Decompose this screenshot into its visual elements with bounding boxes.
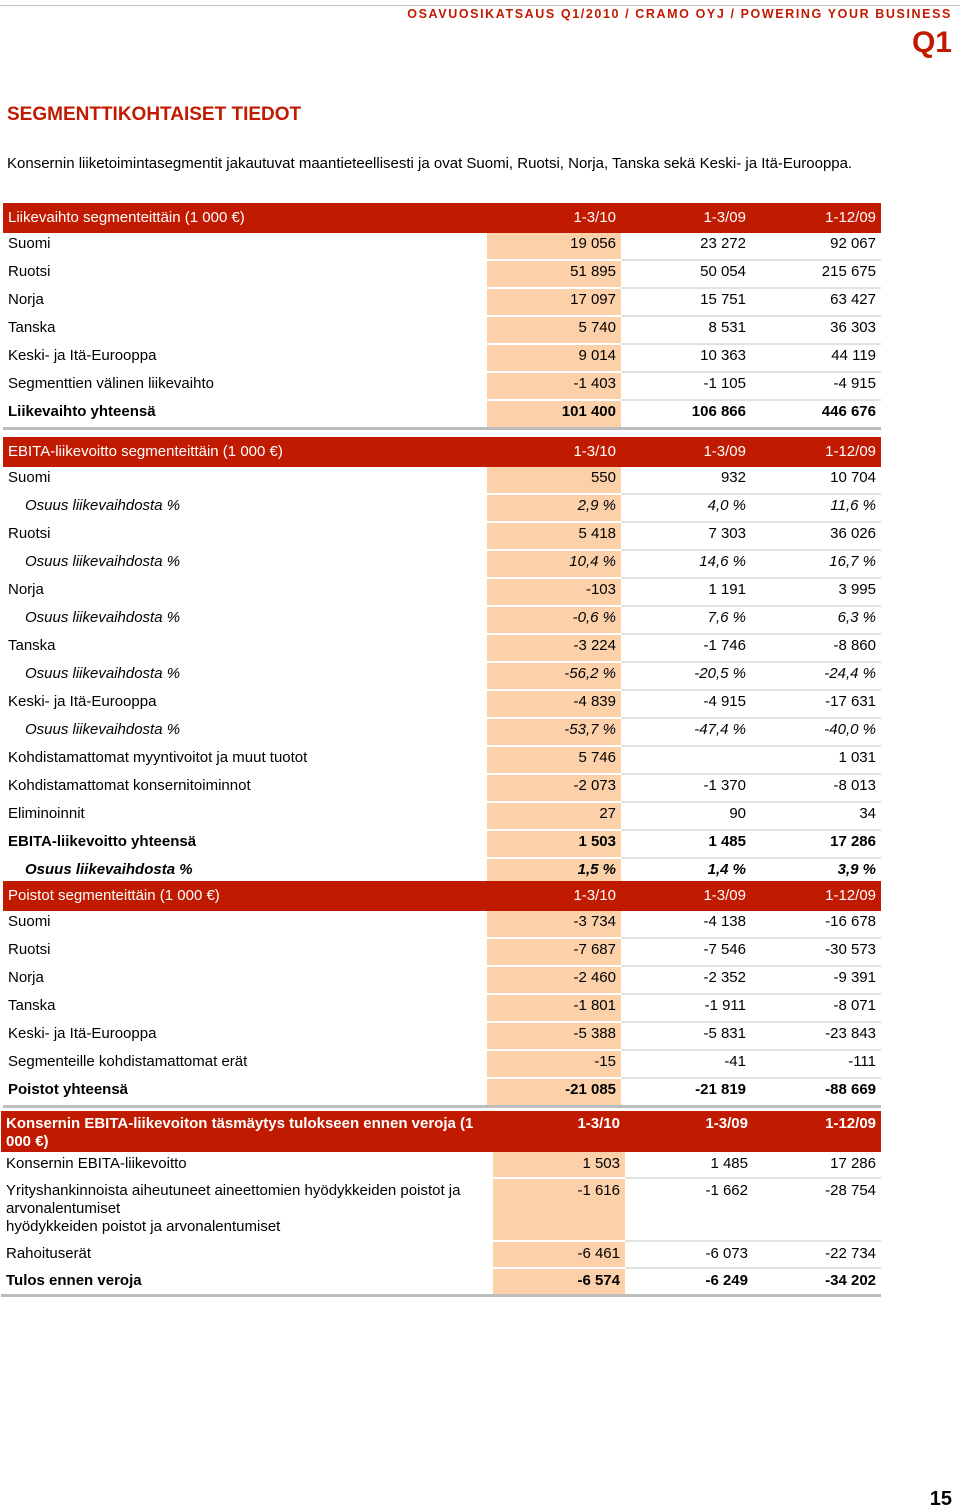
- cell-value: 27: [487, 802, 621, 830]
- cell-value: -1 801: [487, 994, 621, 1022]
- column-header: 1-3/09: [621, 437, 751, 467]
- cell-value: 7 303: [621, 522, 751, 550]
- cell-value: -2 352: [621, 966, 751, 994]
- reconciliation-table: [1, 1111, 881, 1297]
- row-label: Tanska: [3, 634, 487, 662]
- row-label: Rahoituserät: [1, 1241, 493, 1268]
- table-title: Poistot segmenteittäin (1 000 €): [3, 881, 487, 911]
- cell-value: -6 249: [625, 1268, 753, 1296]
- running-header: OSAVUOSIKATSAUS Q1/2010 / CRAMO OYJ / POWERING YOUR BUSINESS: [407, 7, 952, 21]
- cell-value: 36 303: [751, 316, 881, 344]
- table-row: [3, 467, 881, 494]
- table-row: [3, 746, 881, 774]
- row-label-continuation: hyödykkeiden poistot ja arvonalentumiset: [6, 1218, 281, 1235]
- row-label-multiline: [1, 1178, 493, 1241]
- table-row: [3, 994, 881, 1022]
- quarter-label: Q1: [911, 26, 952, 59]
- cell-value: 1 485: [621, 830, 751, 858]
- cell-value: -53,7 %: [487, 718, 621, 746]
- cell-value: 8 531: [621, 316, 751, 344]
- intro-paragraph: Konsernin liiketoimintasegmentit jakautuvat maantieteellisesti ja ovat Suomi, Ruotsi, Norja, Tanska sekä Keski- ja Itä-Eurooppa.: [7, 155, 853, 172]
- cell-value: 17 286: [751, 830, 881, 858]
- row-label: Keski- ja Itä-Eurooppa: [3, 690, 487, 718]
- table-row: [3, 316, 881, 344]
- cell-value: 1,4 %: [621, 858, 751, 887]
- column-header: 1-3/09: [625, 1111, 753, 1152]
- row-label: Suomi: [3, 911, 487, 938]
- cell-value: 1 485: [625, 1152, 753, 1178]
- cell-value: 101 400: [487, 400, 621, 429]
- cell-value: -111: [751, 1050, 881, 1078]
- table-row: [3, 718, 881, 746]
- cell-value: -5 831: [621, 1022, 751, 1050]
- section-title: SEGMENTTIKOHTAISET TIEDOT: [7, 104, 302, 125]
- table-header-row: [1, 1111, 881, 1152]
- row-label: Tanska: [3, 994, 487, 1022]
- column-header: 1-3/10: [487, 203, 621, 233]
- row-label: Tulos ennen veroja: [1, 1268, 493, 1296]
- cell-value: -103: [487, 578, 621, 606]
- cell-value: -1 616: [493, 1178, 625, 1241]
- row-label: Ruotsi: [3, 260, 487, 288]
- row-label: Norja: [3, 578, 487, 606]
- cell-value: 50 054: [621, 260, 751, 288]
- table-row: [3, 344, 881, 372]
- cell-value: -34 202: [753, 1268, 881, 1296]
- cell-value: -17 631: [751, 690, 881, 718]
- cell-value: 6,3 %: [751, 606, 881, 634]
- table-row: [3, 522, 881, 550]
- cell-value: -16 678: [751, 911, 881, 938]
- cell-value: -4 915: [751, 372, 881, 400]
- table-title: Konsernin EBITA-liikevoiton täsmäytys tulokseen ennen veroja (1 000 €): [1, 1111, 493, 1152]
- cell-value: 446 676: [751, 400, 881, 429]
- cell-value: 11,6 %: [751, 494, 881, 522]
- page-number: 15: [929, 1488, 952, 1510]
- cell-value: 10,4 %: [487, 550, 621, 578]
- table-header-row: [3, 203, 881, 233]
- table-row: [3, 911, 881, 938]
- table-row: [3, 634, 881, 662]
- cell-value: 3 995: [751, 578, 881, 606]
- cell-value: -6 574: [493, 1268, 625, 1296]
- cell-value: -4 915: [621, 690, 751, 718]
- cell-value: -3 224: [487, 634, 621, 662]
- column-header: 1-3/10: [487, 437, 621, 467]
- row-label: Osuus liikevaihdosta %: [3, 718, 487, 746]
- cell-value: 17 286: [753, 1152, 881, 1178]
- total-row: [3, 1078, 881, 1107]
- row-label: Liikevaihto yhteensä: [3, 400, 487, 429]
- depreciation-table: [3, 881, 881, 1108]
- table-row: [3, 233, 881, 260]
- cell-value: 7,6 %: [621, 606, 751, 634]
- column-header: 1-12/09: [753, 1111, 881, 1152]
- cell-value: -1 105: [621, 372, 751, 400]
- row-label: Osuus liikevaihdosta %: [3, 550, 487, 578]
- row-label: Keski- ja Itä-Eurooppa: [3, 1022, 487, 1050]
- table-row: [3, 802, 881, 830]
- cell-value: -20,5 %: [621, 662, 751, 690]
- row-label: Eliminoinnit: [3, 802, 487, 830]
- row-label: Segmenteille kohdistamattomat erät: [3, 1050, 487, 1078]
- cell-value: 1 503: [487, 830, 621, 858]
- column-header: 1-12/09: [751, 437, 881, 467]
- cell-value: 2,9 %: [487, 494, 621, 522]
- cell-value: -8 071: [751, 994, 881, 1022]
- table-row: [1, 1178, 881, 1241]
- cell-value: 15 751: [621, 288, 751, 316]
- cell-value: -22 734: [753, 1241, 881, 1268]
- cell-value: 51 895: [487, 260, 621, 288]
- row-label: Tanska: [3, 316, 487, 344]
- cell-value: 1 191: [621, 578, 751, 606]
- column-header: 1-3/09: [621, 881, 751, 911]
- table-row: [1, 1241, 881, 1268]
- cell-value: -56,2 %: [487, 662, 621, 690]
- cell-value: 19 056: [487, 233, 621, 260]
- table-header-row: [3, 881, 881, 911]
- cell-value: 44 119: [751, 344, 881, 372]
- cell-value: -7 687: [487, 938, 621, 966]
- cell-value: -47,4 %: [621, 718, 751, 746]
- row-label: Osuus liikevaihdosta %: [3, 606, 487, 634]
- cell-value: 5 418: [487, 522, 621, 550]
- cell-value: 1 031: [751, 746, 881, 774]
- cell-value: -4 138: [621, 911, 751, 938]
- table-title: Liikevaihto segmenteittäin (1 000 €): [3, 203, 487, 233]
- table-row: [3, 606, 881, 634]
- row-label: Kohdistamattomat konsernitoiminnot: [3, 774, 487, 802]
- cell-value: 1,5 %: [487, 858, 621, 887]
- cell-value: -0,6 %: [487, 606, 621, 634]
- cell-value: -6 073: [625, 1241, 753, 1268]
- table-row: [3, 550, 881, 578]
- table-row: [3, 966, 881, 994]
- table-row: [3, 288, 881, 316]
- table-row: [3, 938, 881, 966]
- cell-value: -1 746: [621, 634, 751, 662]
- cell-value: -28 754: [753, 1178, 881, 1241]
- cell-value: -30 573: [751, 938, 881, 966]
- row-label: Kohdistamattomat myyntivoitot ja muut tuotot: [3, 746, 487, 774]
- column-header: 1-3/09: [621, 203, 751, 233]
- table-row: [3, 774, 881, 802]
- cell-value: -88 669: [751, 1078, 881, 1107]
- cell-value: -1 911: [621, 994, 751, 1022]
- row-label: Ruotsi: [3, 938, 487, 966]
- cell-value: -15: [487, 1050, 621, 1078]
- table-row: [3, 1022, 881, 1050]
- ebita-table: [3, 437, 881, 888]
- table-header-row: [3, 437, 881, 467]
- cell-value: -2 460: [487, 966, 621, 994]
- row-label: Osuus liikevaihdosta %: [3, 662, 487, 690]
- table-row: [3, 494, 881, 522]
- table-title: EBITA-liikevoitto segmenteittäin (1 000 €): [3, 437, 487, 467]
- cell-value: -9 391: [751, 966, 881, 994]
- row-label: EBITA-liikevoitto yhteensä: [3, 830, 487, 858]
- cell-value: 10 363: [621, 344, 751, 372]
- cell-value: -24,4 %: [751, 662, 881, 690]
- column-header: 1-3/10: [487, 881, 621, 911]
- cell-value: 4,0 %: [621, 494, 751, 522]
- column-header: 1-12/09: [751, 881, 881, 911]
- cell-value: 932: [621, 467, 751, 494]
- cell-value: -5 388: [487, 1022, 621, 1050]
- cell-value: [621, 746, 751, 774]
- row-label: Suomi: [3, 233, 487, 260]
- table-row: [3, 372, 881, 400]
- cell-value: 16,7 %: [751, 550, 881, 578]
- cell-value: 1 503: [493, 1152, 625, 1178]
- table-row: [3, 1050, 881, 1078]
- row-label: Segmenttien välinen liikevaihto: [3, 372, 487, 400]
- row-label: Norja: [3, 966, 487, 994]
- table-row: [3, 690, 881, 718]
- cell-value: 5 746: [487, 746, 621, 774]
- cell-value: -23 843: [751, 1022, 881, 1050]
- cell-value: -40,0 %: [751, 718, 881, 746]
- total-row: [3, 830, 881, 858]
- cell-value: 550: [487, 467, 621, 494]
- table-row: [3, 662, 881, 690]
- cell-value: 92 067: [751, 233, 881, 260]
- revenue-table: [3, 203, 881, 430]
- cell-value: 10 704: [751, 467, 881, 494]
- cell-value: 63 427: [751, 288, 881, 316]
- cell-value: -4 839: [487, 690, 621, 718]
- cell-value: 36 026: [751, 522, 881, 550]
- table-row: [3, 260, 881, 288]
- cell-value: 14,6 %: [621, 550, 751, 578]
- table-row: [3, 578, 881, 606]
- cell-value: -1 403: [487, 372, 621, 400]
- row-label: Keski- ja Itä-Eurooppa: [3, 344, 487, 372]
- row-label: Poistot yhteensä: [3, 1078, 487, 1107]
- total-row: [3, 400, 881, 429]
- top-rule: [0, 5, 960, 6]
- row-label: Yrityshankinnoista aiheutuneet aineettomien hyödykkeiden poistot ja arvonalentumiset: [6, 1182, 461, 1217]
- row-label: Ruotsi: [3, 522, 487, 550]
- cell-value: -2 073: [487, 774, 621, 802]
- row-label: Osuus liikevaihdosta %: [3, 494, 487, 522]
- cell-value: 215 675: [751, 260, 881, 288]
- total-row: [1, 1268, 881, 1296]
- column-header: 1-12/09: [751, 203, 881, 233]
- cell-value: -7 546: [621, 938, 751, 966]
- cell-value: -8 860: [751, 634, 881, 662]
- cell-value: 17 097: [487, 288, 621, 316]
- cell-value: -3 734: [487, 911, 621, 938]
- row-label: Norja: [3, 288, 487, 316]
- cell-value: -6 461: [493, 1241, 625, 1268]
- row-label: Suomi: [3, 467, 487, 494]
- cell-value: 34: [751, 802, 881, 830]
- cell-value: -1 370: [621, 774, 751, 802]
- cell-value: -21 819: [621, 1078, 751, 1107]
- cell-value: -1 662: [625, 1178, 753, 1241]
- cell-value: 23 272: [621, 233, 751, 260]
- column-header: 1-3/10: [493, 1111, 625, 1152]
- cell-value: 9 014: [487, 344, 621, 372]
- cell-value: -8 013: [751, 774, 881, 802]
- cell-value: 90: [621, 802, 751, 830]
- row-label: Konsernin EBITA-liikevoitto: [1, 1152, 493, 1178]
- table-row: [1, 1152, 881, 1178]
- row-label: Osuus liikevaihdosta %: [3, 858, 487, 887]
- cell-value: -21 085: [487, 1078, 621, 1107]
- cell-value: -41: [621, 1050, 751, 1078]
- cell-value: 3,9 %: [751, 858, 881, 887]
- cell-value: 106 866: [621, 400, 751, 429]
- cell-value: 5 740: [487, 316, 621, 344]
